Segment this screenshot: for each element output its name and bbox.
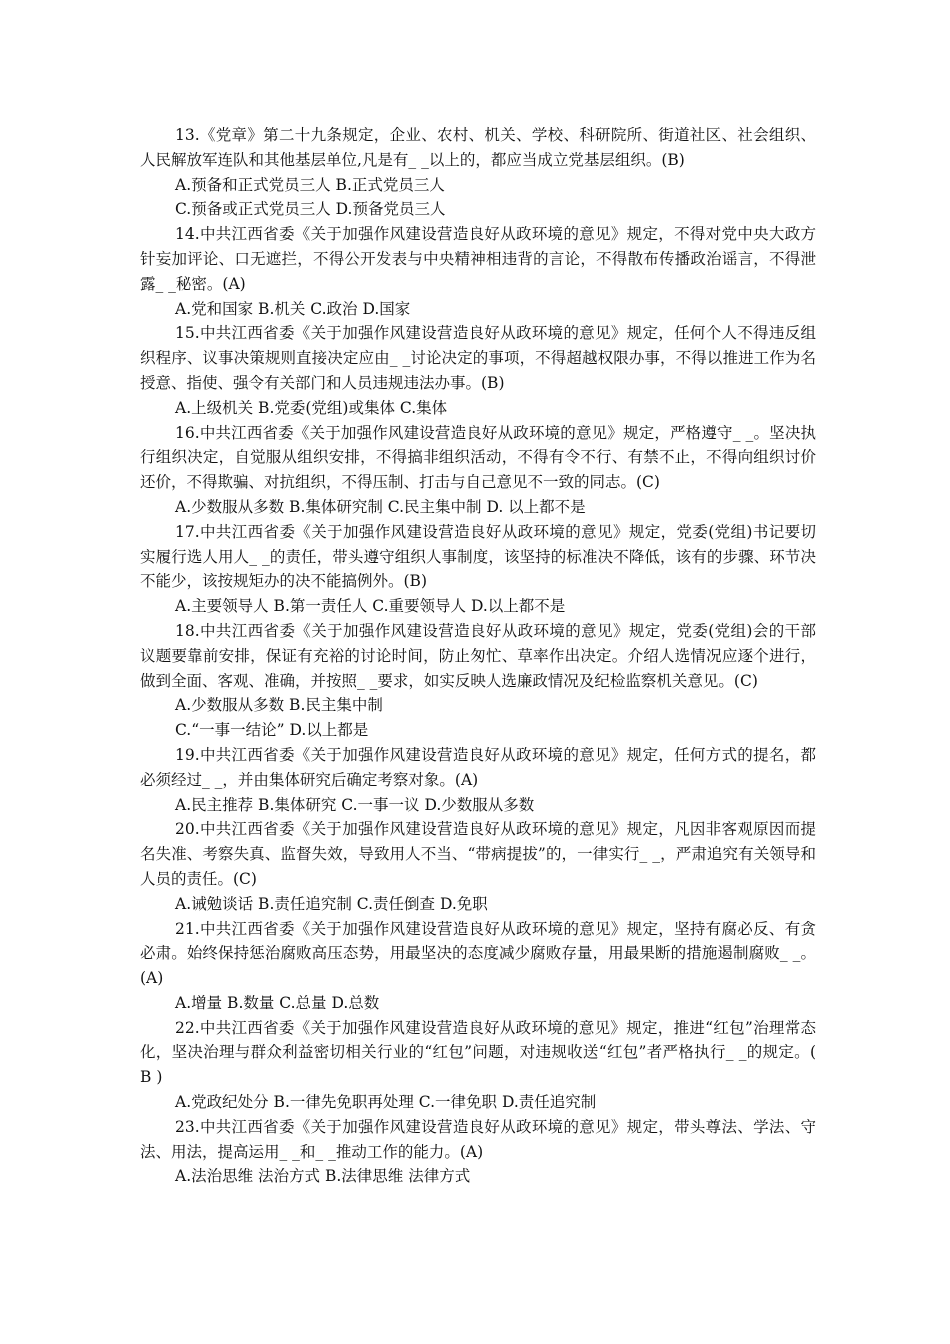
question-20-options: A.诫勉谈话 B.责任追究制 C.责任倒查 D.免职	[175, 894, 488, 913]
question-15: 15.中共江西省委《关于加强作风建设营造良好从政环境的意见》规定，任何个人不得违反组织程序、议事决策规则直接决定应由_ _讨论决定的事项，不得超越权限办事，不得以推进工作为名授意、指使、强令有关部门和人员违规违法办事。(B)	[140, 324, 816, 392]
question-16: 16.中共江西省委《关于加强作风建设营造良好从政环境的意见》规定，严格遵守_ _。坚决执行组织决定，自觉服从组织安排，不得搞非组织活动，不得有令不行、有禁不止，不得向组织讨价还价，不得欺骗、对抗组织，不得压制、打击与自己意见不一致的同志。(C)	[140, 423, 816, 492]
question-list	[140, 123, 816, 1189]
question-17-options: A.主要领导人 B.第一责任人 C.重要领导人 D.以上都不是	[175, 597, 566, 616]
question-14: 14.中共江西省委《关于加强作风建设营造良好从政环境的意见》规定，不得对党中央大政方针妄加评论、口无遮拦，不得公开发表与中央精神相违背的言论，不得散布传播政治谣言，不得泄露_ _秘密。(A)	[140, 225, 816, 293]
question-22-options: A.党政纪处分 B.一律先免职再处理 C.一律免职 D.责任追究制	[175, 1093, 597, 1112]
question-18-options-line-2: C.“一事一结论” D.以上都是	[175, 721, 369, 740]
question-13-options-line-2: C.预备或正式党员三人 D.预备党员三人	[175, 200, 446, 219]
question-19-options: A.民主推荐 B.集体研究 C.一事一议 D.少数服从多数	[175, 795, 535, 814]
question-14-options: A.党和国家 B.机关 C.政治 D.国家	[175, 299, 411, 318]
question-17: 17.中共江西省委《关于加强作风建设营造良好从政环境的意见》规定，党委(党组)书记要切实履行选人用人_ _的责任，带头遵守组织人事制度，该坚持的标准决不降低，该有的步骤、环节决不能少，该按规矩办的决不能搞例外。(B)	[140, 522, 816, 591]
question-13: 13.《党章》第二十九条规定，企业、农村、机关、学校、科研院所、街道社区、社会组织、人民解放军连队和其他基层单位,凡是有_ _以上的，都应当成立党基层组织。(B)	[140, 126, 816, 169]
question-15-options: A.上级机关 B.党委(党组)或集体 C.集体	[175, 398, 448, 417]
question-18: 18.中共江西省委《关于加强作风建设营造良好从政环境的意见》规定，党委(党组)会的干部议题要靠前安排，保证有充裕的讨论时间，防止匆忙、草率作出决定。介绍人选情况应逐个进行，做到全面、客观、准确，并按照_ _要求，如实反映人选廉政情况及纪检监察机关意见。(C)	[140, 621, 816, 690]
question-18-options-line-1: A.少数服从多数 B.民主集中制	[175, 696, 383, 715]
question-21: 21.中共江西省委《关于加强作风建设营造良好从政环境的意见》规定，坚持有腐必反、有贪必肃。始终保持惩治腐败高压态势，用最坚决的态度减少腐败存量，用最果断的措施遏制腐败_ _。(A)	[140, 919, 816, 988]
question-22: 22.中共江西省委《关于加强作风建设营造良好从政环境的意见》规定，推进“红包”治理常态化，坚决治理与群众利益密切相关行业的“红包”问题，对违规收送“红包”者严格执行_ _的规定。( B )	[140, 1018, 816, 1087]
question-13-options-line-1: A.预备和正式党员三人 B.正式党员三人	[175, 175, 445, 194]
question-20: 20.中共江西省委《关于加强作风建设营造良好从政环境的意见》规定，凡因非客观原因而提名失准、考察失真、监督失效，导致用人不当、“带病提拔”的，一律实行_ _，严肃追究有关领导和人员的责任。(C)	[140, 820, 816, 888]
question-21-options: A.增量 B.数量 C.总量 D.总数	[175, 993, 380, 1012]
question-19: 19.中共江西省委《关于加强作风建设营造良好从政环境的意见》规定，任何方式的提名，都必须经过_ _，并由集体研究后确定考察对象。(A)	[140, 745, 816, 789]
question-23: 23.中共江西省委《关于加强作风建设营造良好从政环境的意见》规定，带头尊法、学法、守法、用法，提高运用_ _和_ _推动工作的能力。(A)	[140, 1117, 816, 1161]
question-23-options: A.法治思维 法治方式 B.法律思维 法律方式	[175, 1167, 471, 1186]
question-16-options: A.少数服从多数 B.集体研究制 C.民主集中制 D. 以上都不是	[175, 497, 586, 516]
